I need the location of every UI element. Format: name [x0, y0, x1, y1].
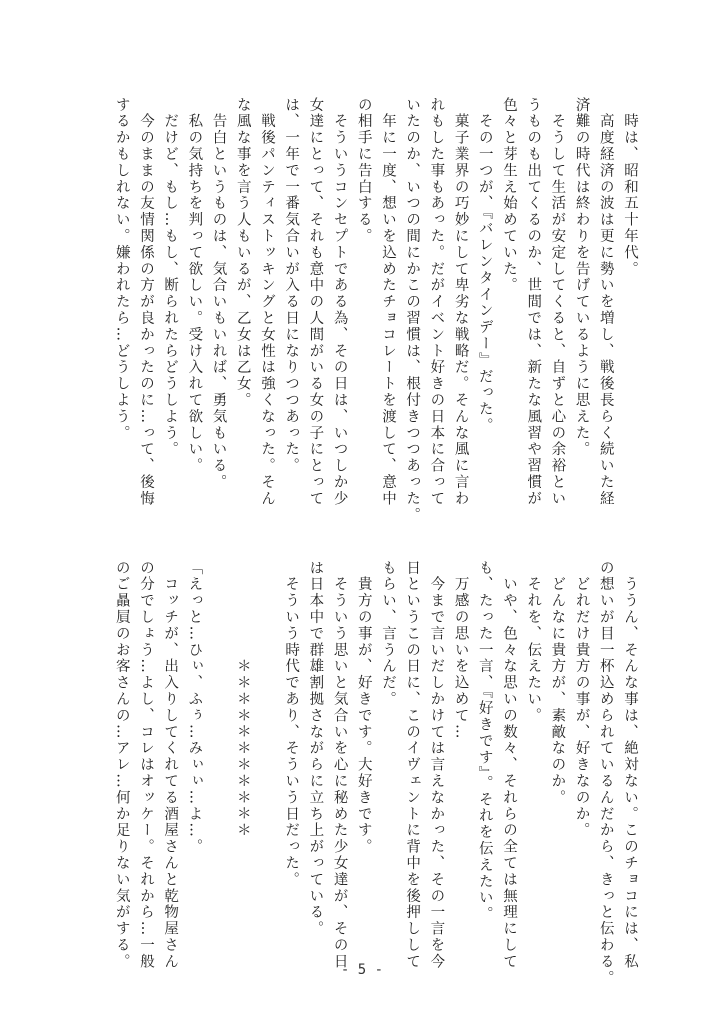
text-column: 菓子業界の巧妙にして卑劣な戦略だ。そんな風に言わ [452, 97, 469, 507]
text-column: 時は、昭和五十年代。 [622, 97, 638, 278]
text-column: そういう思いと気合いを心に秘めた少女達が、その日 [331, 560, 348, 970]
text-column: 今のままの友情関係の方が良かったのに…って、後悔 [137, 97, 154, 507]
text-column: もらい、言うんだ。 [379, 560, 396, 708]
text-column: のご贔屓のお客さんの…アレ…何か足りない気がする。 [113, 560, 130, 970]
text-column: 今まで言いだしかけては言えなかった、その一言を今 [428, 560, 445, 970]
text-column: コッチが、出入りしてくれてる酒屋さんと乾物屋さん [162, 560, 179, 970]
text-column: 女達にとって、それも意中の人間がいる女の子にとって [307, 97, 324, 507]
text-column [206, 560, 230, 970]
text-block-lower [94, 560, 642, 987]
text-column: いや、色々な思いの数々、それらの全ては無理にして [500, 560, 517, 970]
text-block-upper [94, 97, 642, 524]
text-column: いたのか、いつの間にかこの習慣は、根付きつつあった。 [404, 97, 421, 524]
text-column: ＊＊＊＊＊＊＊＊＊＊＊ [234, 560, 251, 839]
text-column: は、一年で一番気合いが入る日になりつつあった。 [283, 97, 300, 475]
text-column: 年に一度、想いを込めたチョコレートを渡して、意中 [379, 97, 396, 507]
text-column: だけど、もし…もし、断られたらどうしよう。 [162, 97, 179, 458]
text-column: 貴方の事が、好きです。大好きです。 [355, 560, 372, 856]
text-column: 高度経済の波は更に勢いを増し、戦後長らく続いた経 [597, 97, 614, 507]
text-column: どれだけ貴方の事が、好きなのか。 [573, 560, 590, 839]
text-column: 済難の時代は終わりを告げているように思えた。 [573, 97, 590, 458]
text-column: うものも出てくるのか、世間では、新たな風習や習慣が [525, 97, 542, 507]
text-column: そういう時代であり、そういう日だった。 [283, 560, 300, 888]
text-column: れもした事もあった。だがイベント好きの日本に合って [428, 97, 445, 507]
text-column: は日本中で群雄割拠さながらに立ち上がっている。 [307, 560, 324, 938]
text-column: 私の気持ちを判って欲しい。受け入れて欲しい。 [186, 97, 203, 475]
text-column: それを、伝えたい。 [525, 560, 542, 724]
text-column: の想いが目一杯込められているんだから、きっと伝わる。 [597, 560, 614, 987]
text-column [255, 560, 279, 970]
text-column: 「えっと…ひぃ、ふぅ…みぃぃ…よ…。 [186, 560, 203, 856]
page-number: - 5 - [340, 962, 384, 978]
text-column: も、たった一言、『好きです』。それを伝えたい。 [476, 560, 493, 923]
text-column: の分でしょう…よし、コレはオッケー。それから…一般 [137, 560, 154, 970]
text-column: その一つが、『バレンタインデー』だった。 [476, 97, 493, 435]
text-column: の相手に告白する。 [355, 97, 372, 245]
text-column: 色々と芽生え始めていた。 [500, 97, 517, 294]
text-column: 告白というものは、気合いもいれば、勇気もいる。 [210, 97, 227, 491]
text-column: するかもしれない。嫌われたら…どうしよう。 [113, 97, 130, 442]
text-column: ううん、そんな事は、絶対ない。このチョコには、私 [622, 560, 638, 970]
text-column: そうして生活が安定してくると、自ずと心の余裕とい [549, 97, 566, 507]
text-column: どんなに貴方が、素敵なのか。 [549, 560, 566, 806]
text-column: 万感の思いを込めて… [452, 560, 469, 741]
text-column: 戦後パンティストッキングと女性は強くなった。そん [258, 97, 275, 507]
text-column: 日というこの日に、このイヴェントに背中を後押しして [404, 560, 421, 970]
text-column: そういうコンセプトである為、その日は、いつしか少 [331, 97, 348, 507]
text-column: な風な事を言う人もいるが、乙女は乙女。 [234, 97, 251, 409]
